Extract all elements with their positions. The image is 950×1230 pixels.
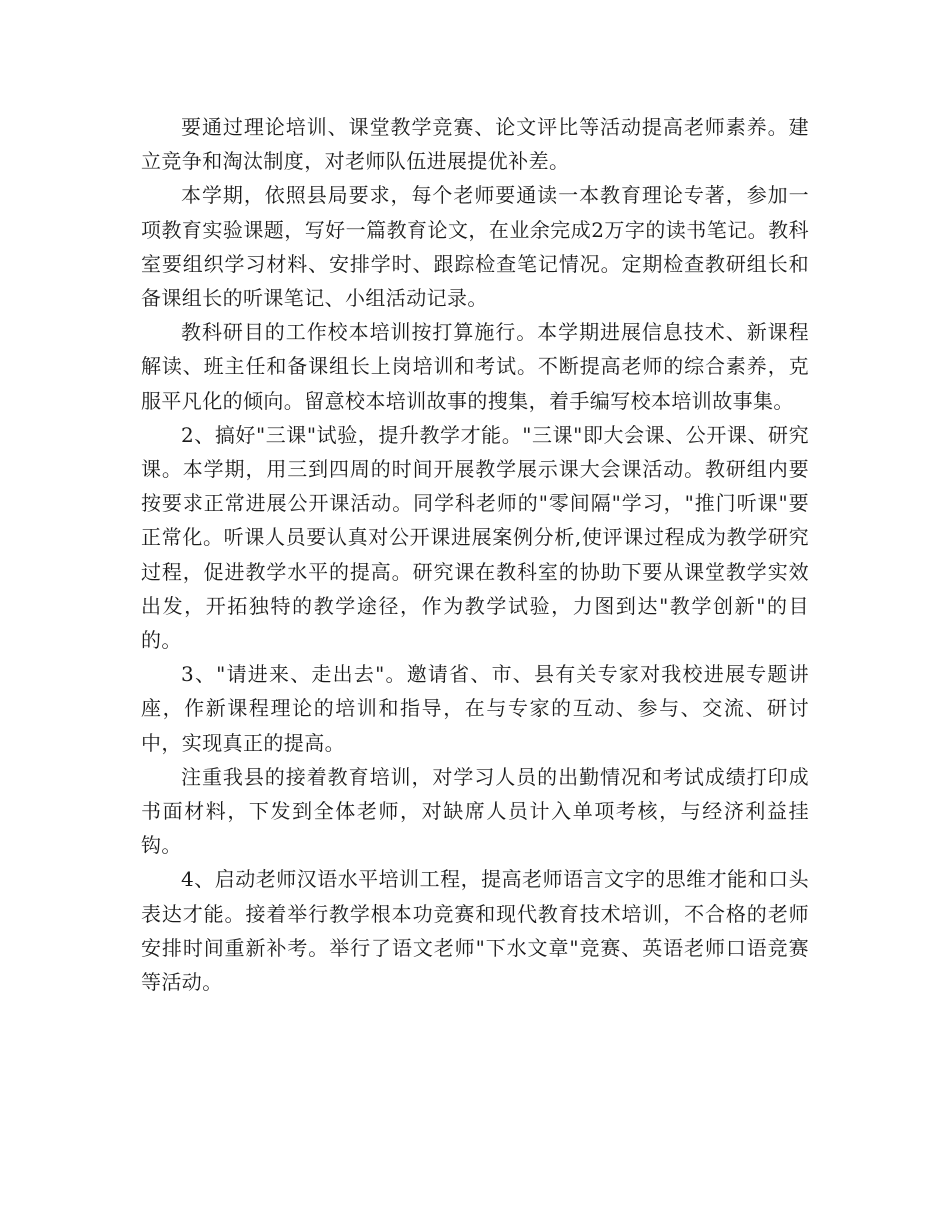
paragraph-semester-requirements: 本学期，依照县局要求，每个老师要通读一本教育理论专著，参加一项教育实验课题，写好一篇教育论文，在业余完成2万字的读书笔记。教科室要组织学习材料、安排学时、跟踪检查笔记情况。定期检查教研组长和备课组长的听课笔记、小组活动记录。 — [141, 183, 809, 311]
paragraph-three-lessons: 2、搞好"三课"试验，提升教学才能。"三课"即大会课、公开课、研究课。本学期，用三到四周的时间开展教学展示课大会课活动。教研组内要按要求正常进展公开课活动。同学科老师的"零间隔"学习，"推门听课"要正常化。听课人员要认真对公开课进展案例分析,使评课过程成为教学研究过程，促进教学水平的提高。研究课在教科室的协助下要从课堂教学实效出发，开拓独特的教学途径，作为教学试验，力图到达"教学创新"的目的。 — [141, 422, 809, 653]
document-page — [141, 110, 809, 999]
paragraph-teacher-quality: 要通过理论培训、课堂教学竞赛、论文评比等活动提高老师素养。建立竞争和淘汰制度，对老师队伍进展提优补差。 — [141, 115, 809, 174]
paragraph-invite-experts: 3、"请进来、走出去"。邀请省、市、县有关专家对我校进展专题讲座，作新课程理论的培训和指导，在与专家的互动、参与、交流、研讨中，实现真正的提高。 — [141, 662, 809, 755]
paragraph-continuing-education: 注重我县的接着教育培训，对学习人员的出勤情况和考试成绩打印成书面材料，下发到全体老师，对缺席人员计入单项考核，与经济利益挂钩。 — [141, 764, 809, 858]
paragraph-school-training: 教科研目的工作校本培训按打算施行。本学期进展信息技术、新课程解读、班主任和备课组长上岗培训和考试。不断提高老师的综合素养，克服平凡化的倾向。留意校本培训故事的搜集，着手编写校本培训故事集。 — [141, 320, 809, 413]
paragraph-language-training: 4、启动老师汉语水平培训工程，提高老师语言文字的思维才能和口头表达才能。接着举行教学根本功竞赛和现代教育技术培训，不合格的老师安排时间重新补考。举行了语文老师"下水文章"竞赛、英语老师口语竞赛等活动。 — [141, 867, 809, 995]
